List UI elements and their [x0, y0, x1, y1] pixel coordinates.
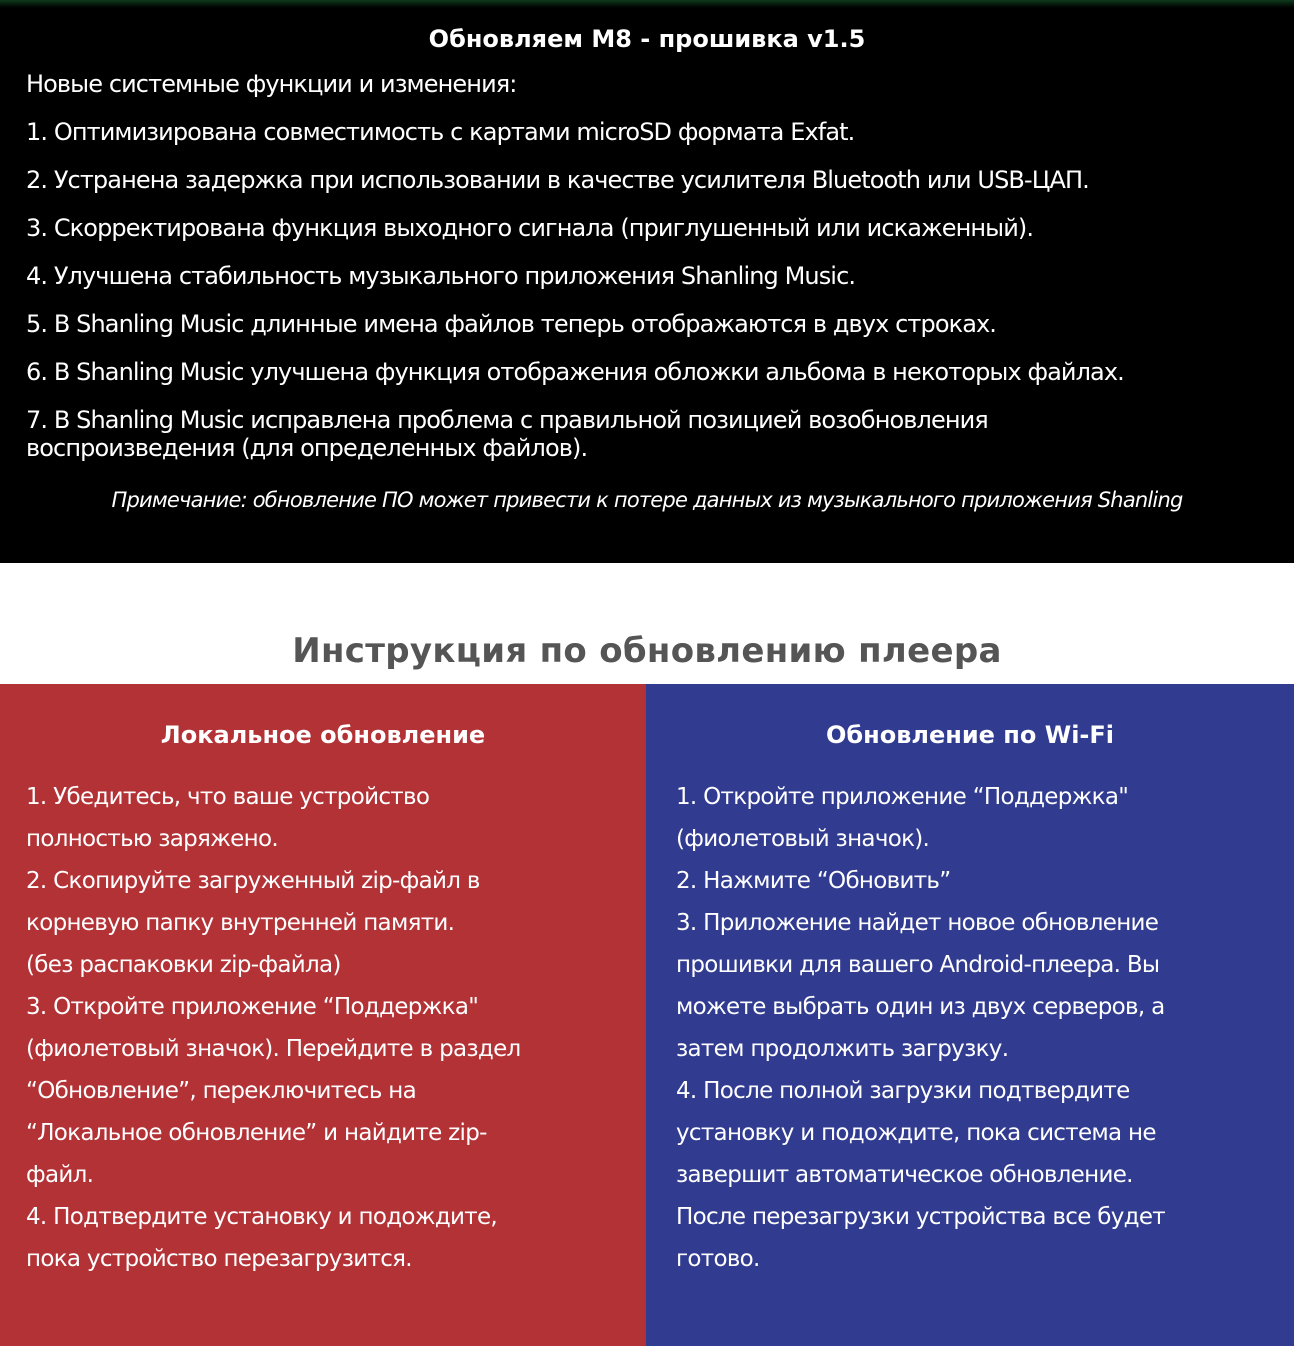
- changelog-item: 1. Оптимизирована совместимость с картами microSD формата Exfat.: [26, 118, 855, 146]
- wifi-update-line: 4. После полной загрузки подтвердите: [676, 1078, 1130, 1104]
- changelog-list: [26, 70, 1276, 482]
- local-update-line: 3. Откройте приложение “Поддержка": [26, 994, 479, 1020]
- local-update-line: файл.: [26, 1162, 94, 1188]
- local-update-title: Локальное обновление: [160, 721, 486, 749]
- local-update-line: 2. Скопируйте загруженный zip-файл в: [26, 868, 480, 894]
- local-update-steps: [26, 776, 616, 1280]
- wifi-update-steps: [676, 776, 1266, 1280]
- local-update-line: (фиолетовый значок). Перейдите в раздел: [26, 1036, 521, 1062]
- changelog-intro: Новые системные функции и изменения:: [26, 70, 517, 98]
- wifi-update-line: 2. Нажмите “Обновить”: [676, 868, 951, 894]
- changelog-section: [0, 0, 1294, 563]
- wifi-update-line: прошивки для вашего Android-плеера. Вы: [676, 952, 1160, 978]
- wifi-update-line: (фиолетовый значок).: [676, 826, 930, 852]
- changelog-item: 7. В Shanling Music исправлена проблема с правильной позицией возобновления воспроизведения (для определенных файлов).: [26, 406, 988, 462]
- wifi-update-line: готово.: [676, 1246, 760, 1272]
- changelog-title: Обновляем M8 - прошивка v1.5: [428, 25, 866, 53]
- changelog-item: 6. В Shanling Music улучшена функция отображения обложки альбома в некоторых файлах.: [26, 358, 1124, 386]
- local-update-line: (без распаковки zip-файла): [26, 952, 341, 978]
- local-update-line: 1. Убедитесь, что ваше устройство: [26, 784, 430, 810]
- local-update-line: “Обновление”, переключитесь на: [26, 1078, 417, 1104]
- local-update-line: полностью заряжено.: [26, 826, 278, 852]
- wifi-update-title: Обновление по Wi-Fi: [825, 721, 1114, 749]
- changelog-item: 5. В Shanling Music длинные имена файлов теперь отображаются в двух строках.: [26, 310, 997, 338]
- changelog-item: 4. Улучшена стабильность музыкального приложения Shanling Music.: [26, 262, 856, 290]
- top-edge-glow: [0, 0, 1294, 8]
- wifi-update-line: затем продолжить загрузку.: [676, 1036, 1009, 1062]
- instructions-title: Инструкция по обновлению плеера: [292, 631, 1002, 672]
- changelog-note: Примечание: обновление ПО может привести к потере данных из музыкального приложения Shanling: [111, 488, 1183, 512]
- local-update-panel: [0, 684, 646, 1346]
- wifi-update-line: 3. Приложение найдет новое обновление: [676, 910, 1159, 936]
- local-update-line: “Локальное обновление” и найдите zip-: [26, 1120, 487, 1146]
- local-update-line: корневую папку внутренней памяти.: [26, 910, 455, 936]
- local-update-line: 4. Подтвердите установку и подождите,: [26, 1204, 498, 1230]
- changelog-item: 2. Устранена задержка при использовании в качестве усилителя Bluetooth или USB-ЦАП.: [26, 166, 1089, 194]
- wifi-update-line: установку и подождите, пока система не: [676, 1120, 1156, 1146]
- wifi-update-line: 1. Откройте приложение “Поддержка": [676, 784, 1129, 810]
- wifi-update-line: можете выбрать один из двух серверов, а: [676, 994, 1165, 1020]
- changelog-item: 3. Скорректирована функция выходного сигнала (приглушенный или искаженный).: [26, 214, 1034, 242]
- wifi-update-line: После перезагрузки устройства все будет: [676, 1204, 1165, 1230]
- local-update-line: пока устройство перезагрузится.: [26, 1246, 412, 1272]
- wifi-update-panel: [646, 684, 1294, 1346]
- wifi-update-line: завершит автоматическое обновление.: [676, 1162, 1133, 1188]
